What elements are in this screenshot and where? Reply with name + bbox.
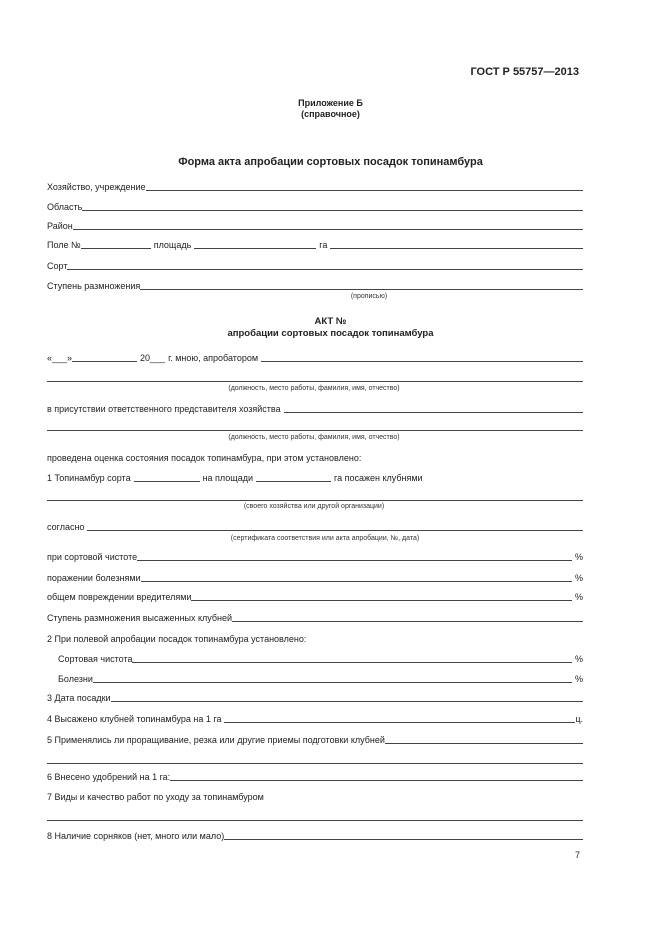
item-4-line	[47, 712, 583, 724]
cert-hint: (сертификата соответствия или акта апробации, №, дата)	[230, 535, 420, 542]
stage-planted-blank[interactable]	[232, 621, 583, 622]
disease-line	[47, 571, 583, 583]
item-3-label: 3 Дата посадки	[47, 693, 111, 703]
stage-planted-line	[47, 611, 583, 623]
item-2-disease-percent: %	[574, 674, 583, 684]
field-stage-blank[interactable]	[140, 289, 583, 290]
purity-label: при сортовой чистоте	[47, 552, 138, 562]
field-field-area	[47, 238, 583, 250]
field-stage	[47, 279, 583, 291]
item-6-label: 6 Внесено удобрений на 1 га:	[47, 772, 171, 782]
item-4-blank[interactable]	[224, 722, 575, 723]
form-title: Форма акта апробации сортовых посадок топинамбура	[178, 156, 483, 168]
item-1-label: 1 Топинамбур сорта	[47, 473, 131, 483]
item-7-extra-line	[47, 810, 583, 822]
origin-line	[47, 490, 583, 502]
person-hint-2: (должность, место работы, фамилия, имя, отчество)	[228, 434, 400, 441]
origin-hint: (своего хозяйства или другой организации)	[243, 503, 385, 510]
approbator-blank[interactable]	[261, 361, 583, 362]
according-line	[47, 520, 583, 532]
year-label: 20___	[140, 353, 166, 363]
ha-label: га	[319, 240, 328, 250]
item-3-line	[47, 691, 583, 703]
item-1-variety-blank[interactable]	[134, 481, 200, 482]
assessment-label: проведена оценка состояния посадок топинамбура, при этом установлено:	[47, 453, 362, 463]
date-rest: г. мною, апробатором	[168, 353, 259, 363]
according-label: согласно	[47, 522, 85, 532]
purity-line	[47, 550, 583, 562]
presence-line	[47, 402, 583, 414]
appendix-heading	[0, 98, 661, 120]
item-1-area-label: на площади	[202, 473, 253, 483]
area-blank[interactable]	[194, 248, 316, 249]
item-5-extra-line	[47, 753, 583, 765]
month-blank[interactable]	[72, 361, 137, 362]
item-2-disease-line	[58, 672, 583, 684]
pests-label: общем повреждении вредителями	[47, 592, 192, 602]
item-5-label: 5 Применялись ли проращивание, резка или другие приемы подготовки клубней	[47, 735, 385, 745]
according-blank[interactable]	[87, 530, 583, 531]
item-4-unit: ц.	[575, 714, 583, 724]
item-2-line	[47, 632, 583, 644]
item-2-purity-blank[interactable]	[132, 662, 572, 663]
field-district-blank[interactable]	[73, 229, 583, 230]
field-region-blank[interactable]	[82, 210, 583, 211]
item-2-disease-blank[interactable]	[93, 682, 572, 683]
item-8-line	[47, 829, 583, 841]
item-1-tubers-label: га посажен клубнями	[333, 473, 423, 483]
date-open: «___»	[47, 353, 73, 363]
item-1-area-blank[interactable]	[256, 481, 331, 482]
appendix-title: Приложение Б	[298, 98, 363, 108]
disease-blank[interactable]	[141, 581, 572, 582]
stage-hint: (прописью)	[350, 293, 388, 300]
field-farm-label: Хозяйство, учреждение	[47, 182, 146, 192]
pests-percent: %	[574, 592, 583, 602]
pests-blank[interactable]	[191, 600, 572, 601]
disease-percent: %	[574, 573, 583, 583]
act-title: АКТ №	[314, 316, 347, 327]
field-farm-blank[interactable]	[146, 190, 583, 191]
field-no-blank[interactable]	[81, 248, 151, 249]
item-2-purity-label: Сортовая чистота	[58, 654, 133, 664]
item-7-label: 7 Виды и качество работ по уходу за топинамбуром	[47, 792, 264, 802]
purity-blank[interactable]	[137, 560, 572, 561]
item-3-blank[interactable]	[111, 701, 583, 702]
item-6-blank[interactable]	[170, 780, 583, 781]
item-5-blank[interactable]	[385, 743, 583, 744]
approbator-line	[47, 371, 583, 383]
item-4-label: 4 Высажено клубней топинамбура на 1 га	[47, 714, 222, 724]
appendix-subtitle: (справочное)	[301, 109, 360, 119]
stage-planted-label: Ступень размножения высаженных клубней	[47, 613, 232, 623]
disease-label: поражении болезнями	[47, 573, 141, 583]
standard-number: ГОСТ Р 55757—2013	[470, 66, 579, 78]
item-2-purity-percent: %	[574, 654, 583, 664]
origin-blank[interactable]	[47, 500, 583, 501]
item-1-line	[47, 471, 583, 483]
item-5-extra-blank[interactable]	[47, 763, 583, 764]
field-farm	[47, 180, 583, 192]
presence-label: в присутствии ответственного представителя хозяйства	[47, 404, 281, 414]
person-hint-1: (должность, место работы, фамилия, имя, отчество)	[228, 385, 400, 392]
field-variety	[47, 259, 583, 271]
act-heading	[0, 316, 661, 340]
field-variety-label: Сорт	[47, 261, 68, 271]
area-label: площадь	[153, 240, 192, 250]
field-region	[47, 200, 583, 212]
field-district	[47, 219, 583, 231]
item-5-line	[47, 733, 583, 745]
act-subtitle: апробации сортовых посадок топинамбура	[227, 328, 434, 339]
assessment-line	[47, 451, 583, 463]
page-number: 7	[574, 850, 580, 860]
item-8-label: 8 Наличие сорняков (нет, много или мало)	[47, 831, 225, 841]
field-extra-blank[interactable]	[330, 248, 583, 249]
item-2-disease-label: Болезни	[58, 674, 93, 684]
item-7-line	[47, 790, 583, 802]
item-6-line	[47, 770, 583, 782]
field-no-label: Поле №	[47, 240, 81, 250]
pests-line	[47, 590, 583, 602]
item-7-blank[interactable]	[47, 820, 583, 821]
field-variety-blank[interactable]	[67, 269, 583, 270]
approbator-details-blank[interactable]	[47, 381, 583, 382]
field-stage-label: Ступень размножения	[47, 281, 141, 291]
item-2-purity-line	[58, 652, 583, 664]
presence-blank[interactable]	[284, 412, 583, 413]
act-date-line	[47, 351, 583, 363]
representative-blank[interactable]	[47, 430, 583, 431]
representative-line	[47, 420, 583, 432]
item-2-label: 2 При полевой апробации посадок топинамбура установлено:	[47, 634, 307, 644]
purity-percent: %	[574, 552, 583, 562]
field-region-label: Область	[47, 202, 83, 212]
item-8-blank[interactable]	[224, 839, 583, 840]
field-district-label: Район	[47, 221, 73, 231]
